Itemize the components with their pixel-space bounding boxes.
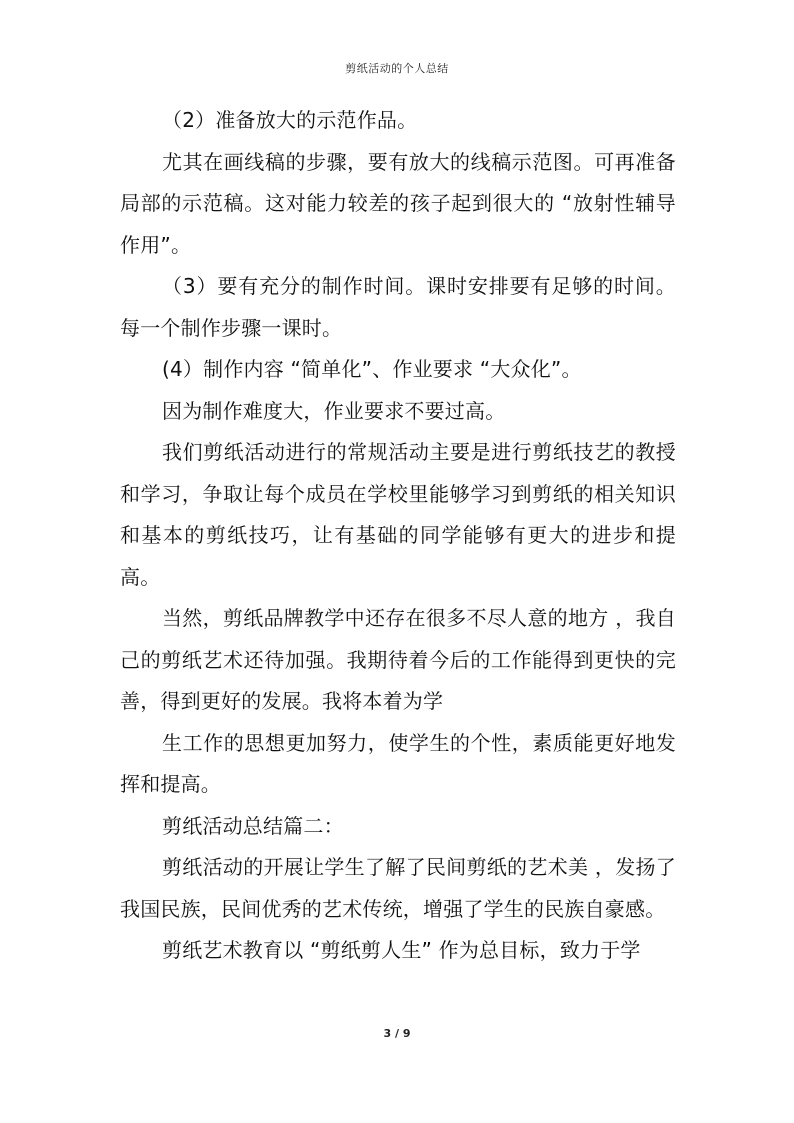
paragraph: 当然，剪纸品牌教学中还存在很多不尽人意的地方 ，我自己的剪纸艺术还待加强。我期待着今后的工作能得到更快的完善，得到更好的发展。我将本着为学 [120, 606, 676, 713]
paragraph: (4）制作内容 “简单化”、作业要求 “大众化”。 [162, 357, 582, 381]
section-heading: 剪纸活动总结篇二： [162, 813, 344, 838]
paragraph: 我们剪纸活动进行的常规活动主要是进行剪纸技艺的教授和学习，争取让每个成员在学校里能够学习到剪纸的相关知识和基本的剪纸技巧，让有基础的同学能够有更大的进步和提高。 [120, 440, 676, 589]
paragraph: 生工作的思想更加努力，使学生的个性，素质能更好地发挥和提高。 [120, 730, 676, 796]
document-body [120, 100, 676, 972]
paragraph: （2）准备放大的示范作品。 [162, 108, 418, 132]
paragraph: 剪纸艺术教育以 “剪纸剪人生” 作为总目标，致力于学 [162, 938, 641, 962]
page-header-title: 剪纸活动的个人总结 [345, 62, 449, 75]
paragraph: 尤其在画线稿的步骤，要有放大的线稿示范图。可再准备局部的示范稿。这对能力较差的孩子起到很大的 “放射性辅导作用”。 [120, 149, 676, 257]
page-number: 3 / 9 [383, 1027, 411, 1040]
paragraph: （3）要有充分的制作时间。课时安排要有足够的时间。每一个制作步骤一课时。 [120, 274, 676, 340]
paragraph: 因为制作难度大，作业要求不要过高。 [162, 398, 506, 423]
paragraph: 剪纸活动的开展让学生了解了民间剪纸的艺术美 ，发扬了我国民族，民间优秀的艺术传统，增强了学生的民族自豪感。 [120, 855, 676, 921]
